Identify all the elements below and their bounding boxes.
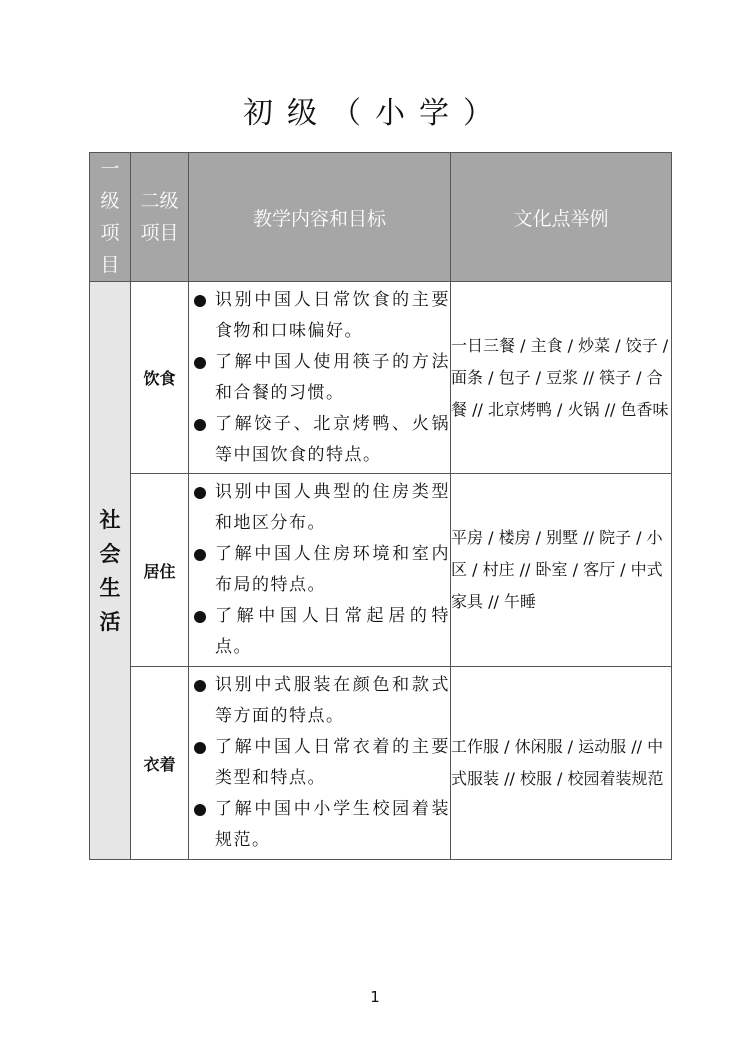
header-level1-label: 一级项目 [100,158,120,276]
level2-cell: 饮食 [131,282,189,474]
goals-cell [189,282,451,474]
header-culture: 文化点举例 [451,153,672,282]
goal-item: 识别中式服装在颜色和款式等方面的特点。 [189,670,450,732]
goal-item: 了解中国人日常衣着的主要类型和特点。 [189,732,450,794]
culture-cell: 工作服 / 休闲服 / 运动服 // 中式服装 // 校服 / 校园着装规范 [451,667,672,860]
goal-item: 了解中国中小学生校园着装规范。 [189,794,450,856]
header-level2-label: 二级项目 [140,190,179,244]
bullet-icon [194,742,206,754]
bullet-icon [194,419,206,431]
header-level2 [131,153,189,282]
bullet-icon [194,804,206,816]
header-content: 教学内容和目标 [189,153,451,282]
level1-cell [90,282,131,860]
level2-cell: 衣着 [131,667,189,860]
goals-cell [189,474,451,667]
header-level1 [90,153,131,282]
goal-item: 识别中国人典型的住房类型和地区分布。 [189,477,450,539]
page-number: 1 [370,988,380,1006]
level2-cell: 居住 [131,474,189,667]
goal-item: 了解饺子、北京烤鸭、火锅等中国饮食的特点。 [189,409,450,471]
culture-cell: 平房 / 楼房 / 别墅 // 院子 / 小区 / 村庄 // 卧室 / 客厅 / 中式家具 // 午睡 [451,474,672,667]
culture-cell: 一日三餐 / 主食 / 炒菜 / 饺子 / 面条 / 包子 / 豆浆 // 筷子 / 合餐 // 北京烤鸭 / 火锅 // 色香味 [451,282,672,474]
bullet-icon [194,680,206,692]
table-header-row [90,153,672,282]
bullet-icon [194,357,206,369]
goal-item: 识别中国人日常饮食的主要食物和口味偏好。 [189,285,450,347]
bullet-icon [194,487,206,499]
level1-label: 社会生活 [99,507,121,634]
goal-item: 了解中国人住房环境和室内布局的特点。 [189,539,450,601]
curriculum-table [89,152,672,860]
table-row [90,474,672,667]
goal-item: 了解中国人日常起居的特点。 [189,601,450,663]
bullet-icon [194,295,206,307]
goal-item: 了解中国人使用筷子的方法和合餐的习惯。 [189,347,450,409]
bullet-icon [194,549,206,561]
bullet-icon [194,611,206,623]
page-title: 初级（小学） [243,96,507,131]
table-row [90,667,672,860]
table-row [90,282,672,474]
goals-cell [189,667,451,860]
